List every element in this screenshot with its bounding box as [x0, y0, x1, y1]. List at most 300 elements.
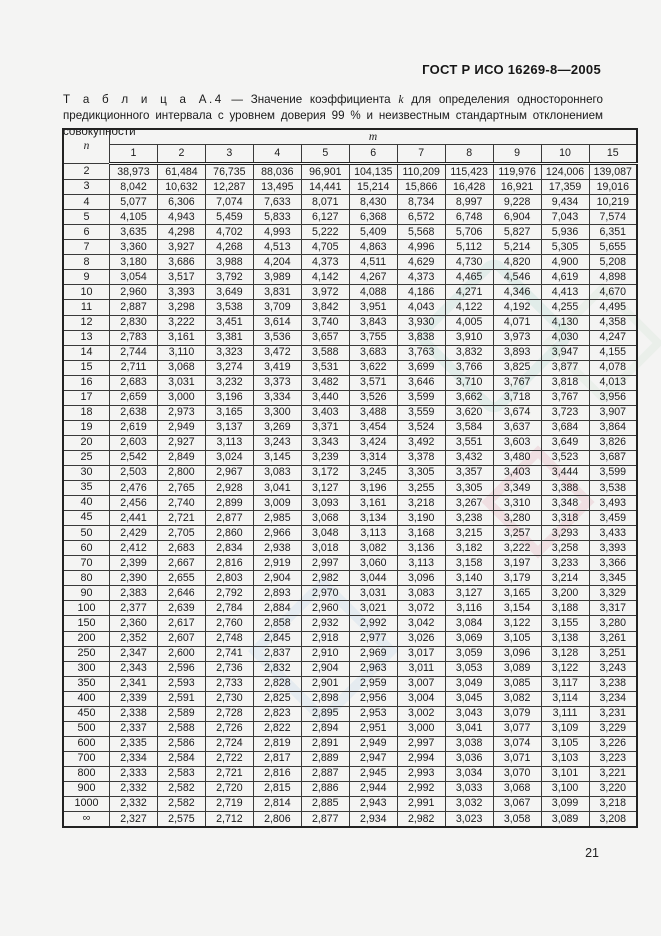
coefficient-value-cell: 3,004	[397, 691, 445, 706]
row-header-n: 450	[63, 706, 110, 721]
coefficient-value-cell: 3,109	[541, 721, 589, 736]
coefficient-value-cell: 3,433	[589, 526, 637, 541]
coefficient-value-cell: 3,877	[541, 360, 589, 375]
column-header-m-5: 5	[301, 145, 349, 164]
coefficient-value-cell: 2,730	[205, 691, 253, 706]
table-row	[63, 571, 637, 586]
table-row	[63, 511, 637, 526]
coefficient-value-cell: 2,887	[301, 766, 349, 781]
coefficient-value-cell: 2,997	[301, 556, 349, 571]
coefficient-value-cell: 3,043	[445, 706, 493, 721]
coefficient-value-cell: 2,600	[157, 646, 205, 661]
coefficient-value-cell: 2,441	[110, 511, 158, 526]
coefficient-value-cell: 3,122	[541, 661, 589, 676]
table-row	[63, 345, 637, 360]
table-row	[63, 255, 637, 270]
coefficient-value-cell: 104,135	[349, 164, 397, 180]
coefficient-value-cell: 3,989	[253, 270, 301, 285]
coefficient-value-cell: 2,934	[349, 812, 397, 828]
coefficient-value-cell: 4,030	[541, 330, 589, 345]
column-header-m-3: 3	[205, 145, 253, 164]
table-row	[63, 586, 637, 601]
table-row	[63, 390, 637, 405]
coefficient-value-cell: 3,165	[205, 405, 253, 420]
coefficient-value-cell: 2,733	[205, 676, 253, 691]
row-header-n: 15	[63, 360, 110, 375]
coefficient-value-cell: 3,196	[349, 481, 397, 496]
coefficient-value-cell: 4,629	[397, 255, 445, 270]
coefficient-value-cell: 2,667	[157, 556, 205, 571]
coefficient-value-cell: 2,898	[301, 691, 349, 706]
coefficient-value-cell: 6,127	[301, 210, 349, 225]
coefficient-value-cell: 3,000	[157, 390, 205, 405]
coefficient-value-cell: 2,985	[253, 511, 301, 526]
coefficient-value-cell: 6,904	[493, 210, 541, 225]
column-header-m-4: 4	[253, 145, 301, 164]
coefficient-value-cell: 4,993	[253, 225, 301, 240]
coefficient-value-cell: 4,513	[253, 240, 301, 255]
coefficient-value-cell: 3,357	[445, 465, 493, 480]
table-row	[63, 405, 637, 420]
coefficient-value-cell: 3,599	[589, 465, 637, 480]
coefficient-value-cell: 3,323	[205, 345, 253, 360]
coefficient-value-cell: 4,495	[589, 300, 637, 315]
coefficient-value-cell: 2,927	[157, 435, 205, 450]
coefficient-value-cell: 2,967	[205, 465, 253, 480]
row-header-n: 200	[63, 631, 110, 646]
coefficient-value-cell: 4,511	[349, 255, 397, 270]
coefficient-value-cell: 2,744	[110, 345, 158, 360]
coefficient-value-cell: 2,617	[157, 616, 205, 631]
coefficient-value-cell: 2,943	[349, 797, 397, 812]
coefficient-value-cell: 6,351	[589, 225, 637, 240]
coefficient-value-cell: 3,603	[493, 435, 541, 450]
coefficient-value-cell: 2,542	[110, 450, 158, 465]
coefficient-value-cell: 3,686	[157, 255, 205, 270]
coefficient-value-cell: 2,910	[301, 646, 349, 661]
coefficient-value-cell: 4,465	[445, 270, 493, 285]
row-header-n: 45	[63, 511, 110, 526]
coefficient-value-cell: 3,113	[397, 556, 445, 571]
coefficient-value-cell: 3,360	[110, 240, 158, 255]
coefficient-value-cell: 2,992	[397, 781, 445, 796]
coefficient-value-cell: 38,973	[110, 164, 158, 180]
coefficient-value-cell: 9,434	[541, 195, 589, 210]
row-header-n: 50	[63, 526, 110, 541]
coefficient-value-cell: 4,358	[589, 315, 637, 330]
coefficient-value-cell: 2,783	[110, 330, 158, 345]
coefficient-value-cell: 3,021	[349, 601, 397, 616]
coefficient-value-cell: 3,215	[445, 526, 493, 541]
table-row	[63, 240, 637, 255]
coefficient-value-cell: 3,373	[253, 375, 301, 390]
coefficient-value-cell: 2,377	[110, 601, 158, 616]
coefficient-value-cell: 2,997	[397, 736, 445, 751]
coefficient-value-cell: 3,231	[589, 706, 637, 721]
coefficient-value-cell: 3,168	[397, 526, 445, 541]
row-header-n: 80	[63, 571, 110, 586]
coefficient-value-cell: 2,720	[205, 781, 253, 796]
coefficient-value-cell: 3,492	[397, 435, 445, 450]
coefficient-value-cell: 3,044	[349, 571, 397, 586]
coefficient-value-cell: 2,904	[301, 661, 349, 676]
coefficient-value-cell: 4,255	[541, 300, 589, 315]
column-header-m-10: 10	[541, 145, 589, 164]
coefficient-value-cell: 3,334	[253, 390, 301, 405]
table-head	[63, 129, 637, 164]
coefficient-value-cell: 5,655	[589, 240, 637, 255]
coefficient-value-cell: 17,359	[541, 180, 589, 195]
coefficient-value-cell: 3,723	[541, 405, 589, 420]
coefficient-value-cell: 2,503	[110, 465, 158, 480]
coefficient-value-cell: 124,006	[541, 164, 589, 180]
coefficient-value-cell: 2,584	[157, 751, 205, 766]
coefficient-value-cell: 3,767	[541, 390, 589, 405]
coefficient-value-cell: 3,036	[445, 751, 493, 766]
row-header-n: 5	[63, 210, 110, 225]
coefficient-value-cell: 2,919	[253, 556, 301, 571]
coefficient-value-cell: 3,041	[253, 481, 301, 496]
coefficient-value-cell: 2,928	[205, 481, 253, 496]
coefficient-value-cell: 4,186	[397, 285, 445, 300]
coefficient-value-cell: 2,784	[205, 601, 253, 616]
table-header-row-2	[63, 145, 637, 164]
coefficient-value-cell: 8,430	[349, 195, 397, 210]
coefficient-value-cell: 3,298	[157, 300, 205, 315]
coefficient-value-cell: 3,082	[349, 541, 397, 556]
coefficient-value-cell: 3,032	[445, 797, 493, 812]
coefficient-value-cell: 2,993	[397, 766, 445, 781]
coefficient-value-cell: 3,274	[205, 360, 253, 375]
coefficient-value-cell: 96,901	[301, 164, 349, 180]
table-row	[63, 766, 637, 781]
coefficient-value-cell: 3,349	[493, 481, 541, 496]
coefficient-value-cell: 12,287	[205, 180, 253, 195]
table-row	[63, 616, 637, 631]
coefficient-value-cell: 3,454	[349, 420, 397, 435]
coefficient-value-cell: 3,488	[349, 405, 397, 420]
coefficient-value-cell: 3,243	[589, 661, 637, 676]
coefficient-value-cell: 3,551	[445, 435, 493, 450]
coefficient-value-cell: 3,105	[541, 736, 589, 751]
coefficient-value-cell: 3,381	[205, 330, 253, 345]
coefficient-value-cell: 4,546	[493, 270, 541, 285]
table-caption-dash: —	[231, 93, 243, 106]
doc-code: ГОСТ Р ИСО 16269-8—2005	[422, 62, 601, 77]
coefficient-value-cell: 3,145	[253, 450, 301, 465]
coefficient-value-cell: 3,258	[541, 541, 589, 556]
coefficient-value-cell: 2,721	[157, 511, 205, 526]
coefficient-value-cell: 4,619	[541, 270, 589, 285]
coefficient-value-cell: 3,599	[397, 390, 445, 405]
coefficient-value-cell: 10,632	[157, 180, 205, 195]
coefficient-value-cell: 2,476	[110, 481, 158, 496]
row-header-n: 40	[63, 496, 110, 511]
coefficient-value-cell: 5,409	[349, 225, 397, 240]
coefficient-value-cell: 2,603	[110, 435, 158, 450]
coefficient-value-cell: 3,000	[397, 721, 445, 736]
coefficient-value-cell: 3,444	[541, 465, 589, 480]
coefficient-value-cell: 5,827	[493, 225, 541, 240]
coefficient-value-cell: 2,722	[205, 751, 253, 766]
coefficient-value-cell: 4,346	[493, 285, 541, 300]
coefficient-value-cell: 3,218	[589, 797, 637, 812]
coefficient-value-cell: 4,204	[253, 255, 301, 270]
coefficient-value-cell: 2,969	[349, 646, 397, 661]
coefficient-value-cell: 4,820	[493, 255, 541, 270]
coefficient-value-cell: 4,005	[445, 315, 493, 330]
coefficient-value-cell: 2,994	[397, 751, 445, 766]
coefficient-value-cell: 2,607	[157, 631, 205, 646]
coefficient-value-cell: 61,484	[157, 164, 205, 180]
coefficient-value-cell: 2,819	[253, 736, 301, 751]
row-header-n: 8	[63, 255, 110, 270]
coefficient-value-cell: 4,192	[493, 300, 541, 315]
coefficient-value-cell: 3,699	[397, 360, 445, 375]
table-row	[63, 420, 637, 435]
coefficient-value-cell: 2,889	[301, 751, 349, 766]
coefficient-value-cell: 3,432	[445, 450, 493, 465]
coefficient-value-cell: 2,339	[110, 691, 158, 706]
coefficient-value-cell: 2,945	[349, 766, 397, 781]
coefficient-value-cell: 3,026	[397, 631, 445, 646]
coefficient-value-cell: 3,161	[349, 496, 397, 511]
coefficient-value-cell: 3,393	[589, 541, 637, 556]
coefficient-value-cell: 2,932	[301, 616, 349, 631]
coefficient-value-cell: 16,921	[493, 180, 541, 195]
row-header-n: 30	[63, 465, 110, 480]
coefficient-value-cell: 5,208	[589, 255, 637, 270]
coefficient-value-cell: 16,428	[445, 180, 493, 195]
coefficient-value-cell: 3,767	[493, 375, 541, 390]
coefficient-value-cell: 2,575	[157, 812, 205, 828]
table-row	[63, 541, 637, 556]
coefficient-value-cell: 3,526	[349, 390, 397, 405]
coefficient-value-cell: 2,886	[301, 781, 349, 796]
coefficient-value-cell: 3,093	[301, 496, 349, 511]
coefficient-value-cell: 3,002	[397, 706, 445, 721]
coefficient-value-cell: 2,596	[157, 661, 205, 676]
coefficient-value-cell: 2,412	[110, 541, 158, 556]
table-row	[63, 195, 637, 210]
coefficient-value-cell: 3,031	[157, 375, 205, 390]
coefficient-value-cell: 3,818	[541, 375, 589, 390]
table-row	[63, 691, 637, 706]
coefficient-value-cell: 2,894	[301, 721, 349, 736]
coefficient-value-cell: 3,221	[589, 766, 637, 781]
coefficient-value-cell: 19,016	[589, 180, 637, 195]
coefficient-value-cell: 2,740	[157, 496, 205, 511]
coefficient-value-cell: 3,267	[445, 496, 493, 511]
table-row	[63, 300, 637, 315]
coefficient-value-cell: 2,390	[110, 571, 158, 586]
coefficient-value-cell: 2,884	[253, 601, 301, 616]
row-header-n: 100	[63, 601, 110, 616]
coefficient-value-cell: 3,136	[397, 541, 445, 556]
coefficient-value-cell: 2,586	[157, 736, 205, 751]
coefficient-value-cell: 3,070	[493, 766, 541, 781]
table-row	[63, 435, 637, 450]
coefficient-value-cell: 6,368	[349, 210, 397, 225]
table-row	[63, 210, 637, 225]
coefficient-value-cell: 4,122	[445, 300, 493, 315]
coefficient-value-cell: 3,826	[589, 435, 637, 450]
coefficient-value-cell: 8,997	[445, 195, 493, 210]
coefficient-value-cell: 2,334	[110, 751, 158, 766]
row-header-n: 2	[63, 164, 110, 180]
coefficient-value-cell: 2,817	[253, 751, 301, 766]
table-body	[63, 164, 637, 828]
coefficient-value-cell: 5,833	[253, 210, 301, 225]
coefficient-value-cell: 2,332	[110, 797, 158, 812]
coefficient-value-cell: 3,318	[541, 511, 589, 526]
coefficient-value-cell: 3,637	[493, 420, 541, 435]
row-header-n: 13	[63, 330, 110, 345]
coefficient-value-cell: 3,269	[253, 420, 301, 435]
coefficient-value-cell: 3,083	[253, 465, 301, 480]
coefficient-value-cell: 3,620	[445, 405, 493, 420]
coefficient-value-cell: 3,138	[541, 631, 589, 646]
coefficient-value-cell: 3,069	[445, 631, 493, 646]
table-row	[63, 465, 637, 480]
coefficient-value-cell: 2,728	[205, 706, 253, 721]
row-header-n: 900	[63, 781, 110, 796]
coefficient-value-cell: 3,117	[541, 676, 589, 691]
coefficient-value-cell: 5,214	[493, 240, 541, 255]
coefficient-value-cell: 4,705	[301, 240, 349, 255]
coefficient-value-cell: 3,792	[205, 270, 253, 285]
coefficient-value-cell: 4,943	[157, 210, 205, 225]
coefficient-value-cell: 3,238	[445, 511, 493, 526]
coefficient-value-cell: 2,347	[110, 646, 158, 661]
coefficient-value-cell: 3,864	[589, 420, 637, 435]
coefficient-value-cell: 2,977	[349, 631, 397, 646]
coefficient-value-cell: 3,459	[589, 511, 637, 526]
coefficient-value-cell: 3,101	[541, 766, 589, 781]
coefficient-value-cell: 3,329	[589, 586, 637, 601]
coefficient-value-cell: 2,711	[110, 360, 158, 375]
page-number: 21	[585, 846, 599, 860]
coefficient-value-cell: 3,243	[253, 435, 301, 450]
row-header-n: 800	[63, 766, 110, 781]
coefficient-value-cell: 3,588	[301, 345, 349, 360]
coefficient-value-cell: 2,659	[110, 390, 158, 405]
coefficient-value-cell: 2,335	[110, 736, 158, 751]
row-header-n: 6	[63, 225, 110, 240]
coefficient-value-cell: 3,100	[541, 781, 589, 796]
coefficient-value-cell: 3,220	[589, 781, 637, 796]
coefficient-value-cell: 3,158	[445, 556, 493, 571]
coefficient-value-cell: 2,638	[110, 405, 158, 420]
table-row	[63, 330, 637, 345]
coefficient-value-cell: 4,670	[589, 285, 637, 300]
coefficient-value-cell: 3,343	[301, 435, 349, 450]
coefficient-value-cell: 5,222	[301, 225, 349, 240]
row-header-n: 1000	[63, 797, 110, 812]
coefficient-value-cell: 2,837	[253, 646, 301, 661]
coefficient-value-cell: 3,113	[205, 435, 253, 450]
coefficient-value-cell: 2,953	[349, 706, 397, 721]
table-row	[63, 601, 637, 616]
coefficient-value-cell: 3,182	[445, 541, 493, 556]
column-group-header-m: m	[110, 129, 638, 145]
coefficient-value-cell: 2,683	[157, 541, 205, 556]
coefficient-value-cell: 3,366	[589, 556, 637, 571]
coefficient-value-cell: 3,622	[349, 360, 397, 375]
coefficient-value-cell: 3,239	[301, 450, 349, 465]
coefficient-value-cell: 2,456	[110, 496, 158, 511]
coefficient-value-cell: 2,589	[157, 706, 205, 721]
coefficient-value-cell: 3,103	[541, 751, 589, 766]
row-header-n: 25	[63, 450, 110, 465]
coefficient-value-cell: 3,038	[445, 736, 493, 751]
coefficient-value-cell: 3,451	[205, 315, 253, 330]
coefficient-value-cell: 2,593	[157, 676, 205, 691]
row-header-n: 35	[63, 481, 110, 496]
table-row	[63, 360, 637, 375]
table-caption-text-1: Значение коэффициента	[250, 93, 391, 106]
coefficient-value-cell: 3,238	[589, 676, 637, 691]
coefficient-value-cell: 3,482	[301, 375, 349, 390]
coefficient-value-cell: 3,017	[397, 646, 445, 661]
coefficient-value-cell: 3,403	[493, 465, 541, 480]
row-header-n: 250	[63, 646, 110, 661]
column-header-m-7: 7	[397, 145, 445, 164]
coefficient-value-cell: 3,067	[493, 797, 541, 812]
table-row	[63, 285, 637, 300]
table-row	[63, 646, 637, 661]
coefficient-value-cell: 3,079	[493, 706, 541, 721]
coefficient-value-cell: 3,082	[493, 691, 541, 706]
coefficient-value-cell: 3,538	[205, 300, 253, 315]
coefficient-value-cell: 2,582	[157, 797, 205, 812]
coefficient-value-cell: 3,208	[589, 812, 637, 828]
coefficient-value-cell: 5,459	[205, 210, 253, 225]
row-header-n: 12	[63, 315, 110, 330]
coefficient-value-cell: 2,815	[253, 781, 301, 796]
coefficient-value-cell: 2,949	[157, 420, 205, 435]
coefficient-value-cell: 3,662	[445, 390, 493, 405]
coefficient-value-cell: 5,568	[397, 225, 445, 240]
coefficient-value-cell: 3,710	[445, 375, 493, 390]
coefficient-value-cell: 4,155	[589, 345, 637, 360]
coefficient-value-cell: 3,232	[205, 375, 253, 390]
coefficient-value-cell: 3,843	[349, 315, 397, 330]
coefficient-value-cell: 3,951	[349, 300, 397, 315]
coefficient-value-cell: 4,702	[205, 225, 253, 240]
coefficient-value-cell: 3,314	[349, 450, 397, 465]
coefficient-value-cell: 3,114	[541, 691, 589, 706]
row-header-n: ∞	[63, 812, 110, 828]
coefficient-value-cell: 3,127	[445, 586, 493, 601]
coefficient-value-cell: 3,011	[397, 661, 445, 676]
coefficient-value-cell: 3,523	[541, 450, 589, 465]
coefficient-value-cell: 2,834	[205, 541, 253, 556]
table-row	[63, 496, 637, 511]
coefficient-value-cell: 3,310	[493, 496, 541, 511]
coefficient-value-cell: 3,096	[493, 646, 541, 661]
coefficient-value-cell: 3,614	[253, 315, 301, 330]
table-row	[63, 812, 637, 828]
coefficient-value-cell: 3,024	[205, 450, 253, 465]
coefficient-value-cell: 2,992	[349, 616, 397, 631]
coefficient-value-cell: 2,901	[301, 676, 349, 691]
coefficient-value-cell: 3,083	[397, 586, 445, 601]
table-row	[63, 526, 637, 541]
row-header-n: 70	[63, 556, 110, 571]
coefficient-value-cell: 3,197	[493, 556, 541, 571]
coefficient-value-cell: 3,893	[493, 345, 541, 360]
